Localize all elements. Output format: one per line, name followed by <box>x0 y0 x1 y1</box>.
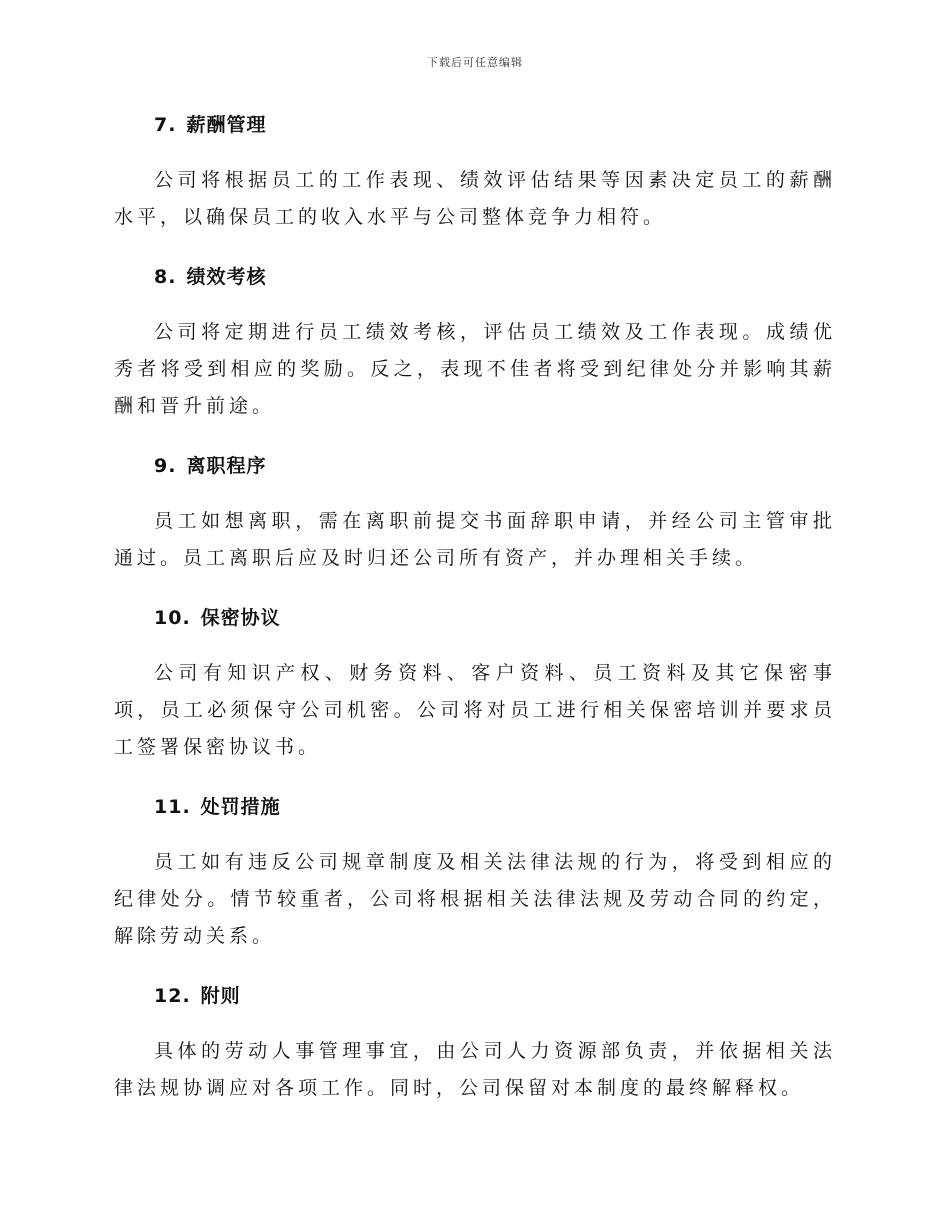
section-paragraph: 公司将根据员工的工作表现、绩效评估结果等因素决定员工的薪酬水平，以确保员工的收入水平与公司整体竞争力相符。 <box>114 169 836 228</box>
section-title: 绩效考核 <box>186 266 267 288</box>
section-number: 10. <box>154 607 191 629</box>
section-paragraph: 公司有知识产权、财务资料、客户资料、员工资料及其它保密事项，员工必须保守公司机密。公司将对员工进行相关保密培训并要求员工签署保密协议书。 <box>114 662 836 758</box>
section-number: 7. <box>154 114 177 136</box>
section-heading <box>154 108 836 142</box>
section-title: 薪酬管理 <box>186 114 267 136</box>
section-number: 9. <box>154 455 177 477</box>
section-resignation-procedure <box>114 449 836 577</box>
section-heading <box>154 601 836 635</box>
document-body <box>114 108 836 1107</box>
section-heading <box>154 979 836 1013</box>
section-title: 保密协议 <box>200 607 281 629</box>
section-paragraph: 员工如想离职，需在离职前提交书面辞职申请，并经公司主管审批通过。员工离职后应及时归还公司所有资产，并办理相关手续。 <box>114 510 836 569</box>
section-number: 11. <box>154 796 191 818</box>
section-salary-management <box>114 108 836 236</box>
section-title: 附则 <box>200 985 241 1007</box>
section-performance-review <box>114 260 836 425</box>
section-heading <box>154 260 836 294</box>
section-disciplinary-measures <box>114 790 836 955</box>
section-confidentiality-agreement <box>114 601 836 766</box>
section-paragraph: 具体的劳动人事管理事宜，由公司人力资源部负责，并依据相关法律法规协调应对各项工作。同时，公司保留对本制度的最终解释权。 <box>114 1040 836 1099</box>
section-number: 8. <box>154 266 177 288</box>
section-heading <box>154 449 836 483</box>
section-supplementary-provisions <box>114 979 836 1107</box>
page-header: 下载后可任意编辑 <box>427 56 523 69</box>
section-paragraph: 员工如有违反公司规章制度及相关法律法规的行为，将受到相应的纪律处分。情节较重者，公司将根据相关法律法规及劳动合同的约定，解除劳动关系。 <box>114 851 836 947</box>
section-title: 处罚措施 <box>200 796 281 818</box>
section-paragraph: 公司将定期进行员工绩效考核，评估员工绩效及工作表现。成绩优秀者将受到相应的奖励。反之，表现不佳者将受到纪律处分并影响其薪酬和晋升前途。 <box>114 321 836 417</box>
section-heading <box>154 790 836 824</box>
section-title: 离职程序 <box>186 455 267 477</box>
section-number: 12. <box>154 985 191 1007</box>
